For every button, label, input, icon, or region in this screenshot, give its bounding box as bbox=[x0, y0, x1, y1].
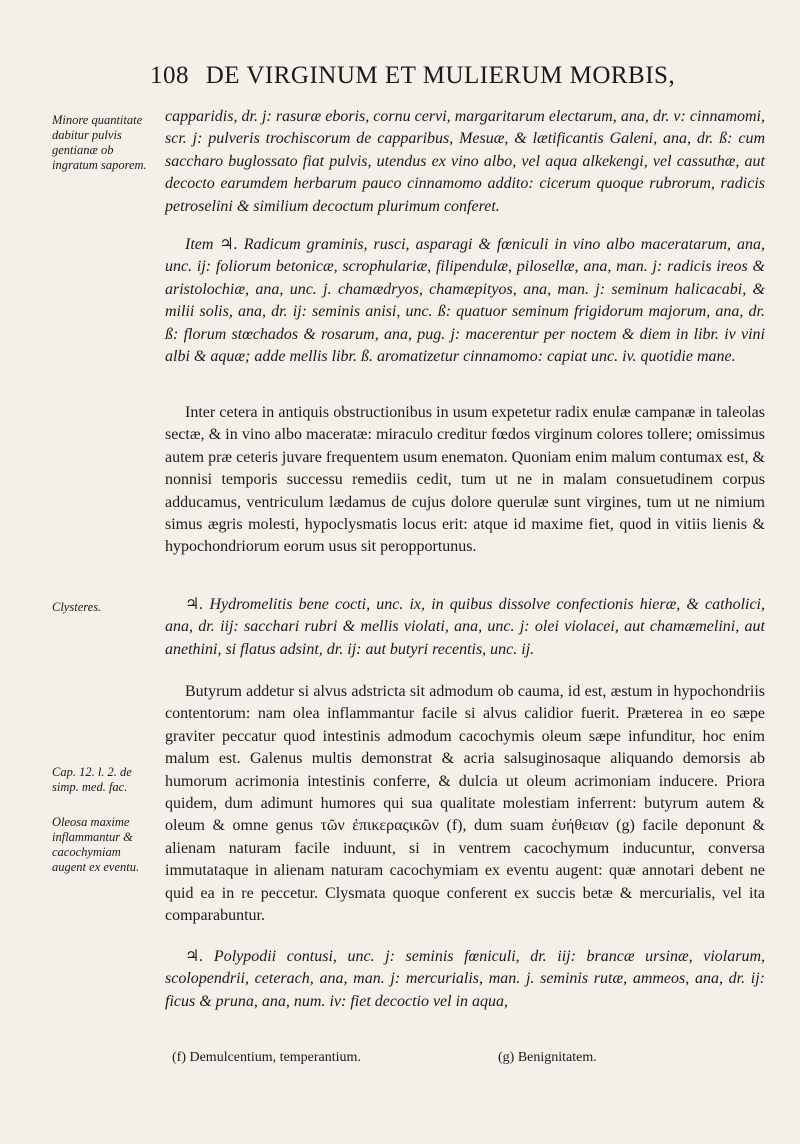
footnote-f: (f) Demulcentium, temperantium. bbox=[172, 1050, 361, 1065]
margin-note-citation: Cap. 12. l. 2. de simp. med. fac. bbox=[52, 765, 132, 794]
paragraph-butyrum: Butyrum addetur si alvus adstricta sit admodum ob cauma, id est, æstum in hypochondriis contentorum: nam olea inflammantur facile si alvus calidior fuerit. Præterea in eo sæpe graviter peccatur quod intestinis admodum cacochymis oleum sæpe infunditur, hoc enim malum est. Galenus multis demonstrat & acria salsuginosaque aliquando demorsis ab humorum acrimonia intestinis conferre, & dulcia ut oleum acrimoniam inducere. Priora quidem, dum adimunt humores qui sua qualitate molestiam inferrent: butyrum autem & oleum & omne genus τῶν ἐπικεραςικῶν (f), dum suam ἐυήθειαν (g) facile deponunt & alienam naturam facile induunt, si in ventrem cacochymum inducuntur, conversa immutataque in alienam naturam cacochymiam ex eventu augent: quæ annotari debent ne quid ea in re peccetur. Clysmata quoque conferent ex succis betæ & mercurialis, vel ita comparabuntur. bbox=[165, 683, 765, 925]
running-header bbox=[150, 62, 790, 90]
paragraph-inter-cetera: Inter cetera in antiquis obstructionibus in usum expetetur radix enulæ campanæ in taleolas sectæ, & in vino albo maceratæ: miraculo creditur fœdos virginum colores tollere; omissimus autem præ ceteris juvare frequentem usum enematon. Quoniam enim malum contumax est, & nonnisi temporis successu remediis cedit, tum ut ne in malam consuetudinem corpus adducamus, ventriculum lædamus de cujus dolore querulæ sunt virgines, tum ut ne nimium simus ægris molesti, hypoclysmatis locus erit: atque id maxime fiet, quod in vitiis lienis & hypochondriorum eorum usus sit peropportunus. bbox=[165, 404, 765, 556]
running-title: DE VIRGINUM ET MULIERUM MORBIS, bbox=[205, 62, 676, 89]
paragraph-item-radicum: Item ♃. Radicum graminis, rusci, asparagi & fœniculi in vino albo maceratarum, ana, unc. ij: foliorum betonicæ, scrophulariæ, filipendulæ, pilosellæ, ana, man. j: radicis ireos & aristolochiæ, ana, unc. j. chamædryos, chamæpityos, ana, man. j: seminum halicacabi, & milii solis, ana, dr. ij: seminis anisi, unc. ß: quatuor seminum frigidorum majorum, ana, dr. ß: florum stœchados & rosarum, ana, pug. j: macerentur per noctem & diem in libr. iv vini albi & aquæ; adde mellis libr. ß. aromatizetur cinnamomo: capiat unc. iv. quotidie mane. bbox=[165, 236, 765, 366]
paragraph-polypodii: ♃. Polypodii contusi, unc. j: seminis fœniculi, dr. iij: brancæ ursinæ, violarum, scolopendrii, ceterach, ana, man. j: mercurialis, man. j. seminis rutæ, ammeos, ana, dr. ij: ficus & pruna, ana, num. iv: fiet decoctio vel in aqua, bbox=[165, 948, 765, 1010]
margin-note-oleosa: Oleosa maxime inflammantur & cacochymiam augent ex eventu. bbox=[52, 815, 140, 874]
margin-note-clysteres: Clysteres. bbox=[52, 600, 102, 614]
margin-note-gentiana: Minore quantitate dabitur pulvis gentianæ ob ingratum saporem. bbox=[52, 113, 147, 172]
paragraph-hydromelitis: ♃. Hydromelitis bene cocti, unc. ix, in quibus dissolve confectionis hieræ, & catholici, ana, dr. iij: sacchari rubri & mellis violati, ana, unc. j: olei violacei, aut chamæmelini, aut anethini, si flatus adsint, dr. ij: aut butyri recentis, unc. ij. bbox=[165, 596, 765, 658]
footnote-g: (g) Benignitatem. bbox=[498, 1050, 597, 1065]
paragraph-capparidis: capparidis, dr. j: rasuræ eboris, cornu cervi, margaritarum electarum, ana, dr. v: cinnamomi, scr. j: pulveris trochiscorum de capparibus, Mesuæ, & lætificantis Galeni, ana, dr. ß: cum saccharo buglossato fiat pulvis, utendus ex vino albo, vel aqua alkekengi, vel cassuthæ, aut decocto earumdem herbarum pauco cinnamomo addito: cicerum quoque rubrorum, radicis petroselini & similium decoctum plurimum conferet. bbox=[165, 108, 765, 215]
page-number: 108 bbox=[150, 62, 189, 89]
footnote-separator bbox=[165, 1038, 765, 1039]
